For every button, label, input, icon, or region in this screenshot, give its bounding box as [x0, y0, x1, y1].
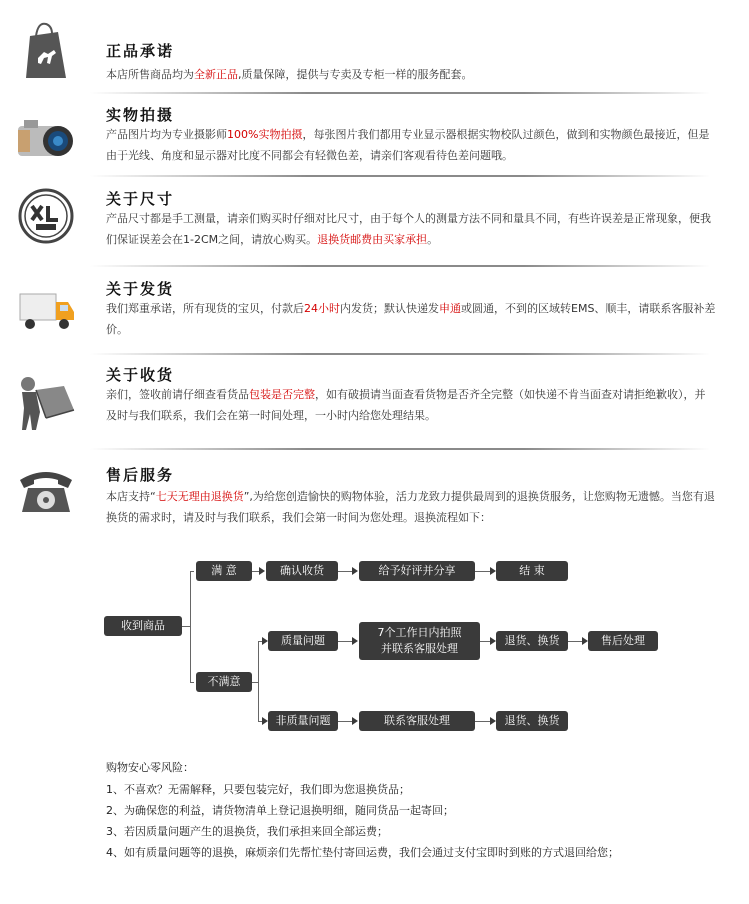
flow-photo-contact: 7个工作日内拍照 并联系客服处理	[359, 622, 480, 660]
flow-received: 收到商品	[104, 616, 182, 636]
section-title: 正品承诺	[106, 42, 175, 60]
divider	[90, 92, 710, 94]
arrow-icon	[352, 717, 358, 725]
flow-non-quality: 非质量问题	[268, 711, 338, 731]
section-title: 关于发货	[106, 280, 175, 298]
section-body: 我们郑重承诺，所有现货的宝贝，付款后24小时内发货；默认快递发申通或圆通，不到的区域转EMS、顺丰，请联系客服补差价。	[106, 302, 716, 336]
flow-review: 给予好评并分享	[359, 561, 475, 581]
flow-confirm: 确认收货	[266, 561, 338, 581]
flow-return-exchange-2: 退货、换货	[496, 711, 568, 731]
connector	[475, 721, 491, 722]
section-title: 关于收货	[106, 366, 175, 384]
courier-package-icon	[14, 370, 78, 434]
note-item: 4、如有质量问题等的退换，麻烦亲们先帮忙垫付寄回运费，我们会通过支付宝即时到账的方式退回给您；	[106, 846, 619, 859]
section-body: 产品尺寸都是手工测量，请亲们购买时仔细对比尺寸，由于每个人的测量方法不同和量具不同，有些许误差是正常现象，便我们保证误差会在1-2CM之间，请放心购买。退换货邮费由买家承担。	[106, 212, 711, 246]
flow-unsatisfied: 不满意	[196, 672, 252, 692]
connector	[258, 641, 259, 721]
camera-icon	[14, 108, 78, 172]
section-body: 本店支持“七天无理由退换货”,为给您创造愉快的购物体验，活力龙致力提供最周到的退换货服务，让您购物无遗憾。当您有退换货的需求时，请及时与我们联系，我们会第一时间为您处理。退换流程如下：	[106, 490, 715, 524]
note-item: 2、为确保您的利益，请货物清单上登记退换明细，随同货品一起寄回；	[106, 804, 454, 817]
note-item: 1、不喜欢？无需解释，只要包装完好，我们即为您退换货品；	[106, 783, 410, 796]
flow-return-exchange: 退货、换货	[496, 631, 568, 651]
xl-size-icon	[14, 184, 78, 248]
flow-after-sales: 售后处理	[588, 631, 658, 651]
connector	[190, 571, 191, 682]
flow-contact-service: 联系客服处理	[359, 711, 475, 731]
shopping-bag-icon	[14, 18, 78, 82]
flow-quality-issue: 质量问题	[268, 631, 338, 651]
section-body: 本店所售商品均为全新正品,质量保障，提供与专卖及专柜一样的服务配套。	[106, 68, 473, 81]
connector	[190, 571, 194, 572]
arrow-icon	[352, 567, 358, 575]
connector	[190, 682, 194, 683]
divider	[90, 353, 710, 355]
divider	[90, 265, 710, 267]
delivery-truck-icon	[14, 276, 78, 340]
section-body: 亲们，签收前请仔细查看货品包装是否完整，如有破损请当面查看货物是否齐全完整（如快递不肯当面查对请拒绝歉收），并及时与我们联系，我们会在第一时间处理，一小时内给您处理结果。	[106, 388, 706, 422]
flow-satisfied: 满 意	[196, 561, 252, 581]
flow-end: 结 束	[496, 561, 568, 581]
arrow-icon	[259, 567, 265, 575]
telephone-icon	[14, 460, 78, 524]
section-title: 关于尺寸	[106, 190, 175, 208]
section-title: 售后服务	[106, 466, 175, 484]
section-title: 实物拍摄	[106, 106, 175, 124]
section-body: 产品图片均为专业摄影师100%实物拍摄，每张图片我们都用专业显示器根据实物校队过颜色，做到和实物颜色最接近，但是由于光线、角度和显示器对比度不同都会有轻微色差，请亲们客观看待色差问题哦。	[106, 128, 710, 162]
notes-heading: 购物安心零风险：	[106, 761, 194, 774]
divider	[90, 175, 710, 177]
divider	[90, 448, 710, 450]
connector	[475, 571, 491, 572]
arrow-icon	[352, 637, 358, 645]
note-item: 3、若因质量问题产生的退换货，我们承担来回全部运费；	[106, 825, 388, 838]
connector	[182, 626, 190, 627]
